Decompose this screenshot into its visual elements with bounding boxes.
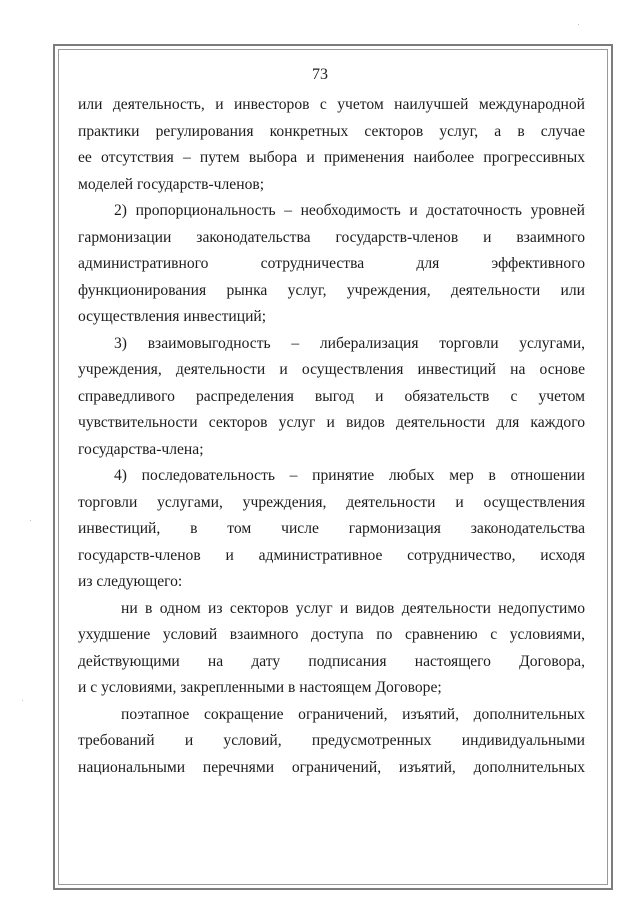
text-line: 3) взаимовыгодность – либерализация торговли услугами, bbox=[114, 334, 585, 352]
paragraph bbox=[78, 92, 585, 198]
text-line: из следующего: bbox=[78, 573, 183, 590]
text-line: моделей государств-членов; bbox=[78, 175, 265, 193]
text-line: или деятельность, и инвесторов с учетом наилучшей международной bbox=[78, 96, 585, 113]
paragraph bbox=[78, 198, 585, 331]
text-line: ни в одном из секторов услуг и видов деятельности недопустимо bbox=[121, 599, 585, 617]
text-line: требований и условий, предусмотренных индивидуальными bbox=[78, 732, 585, 749]
paragraph bbox=[78, 596, 585, 702]
scan-artifact bbox=[30, 520, 31, 521]
text-line: ее отсутствия – путем выбора и применения наиболее прогрессивных bbox=[78, 149, 585, 166]
text-line: административного сотрудничества для эффективного bbox=[78, 255, 585, 272]
document-body bbox=[78, 92, 585, 781]
text-line: 4) последовательность – принятие любых мер в отношении bbox=[114, 467, 585, 484]
paragraph bbox=[78, 331, 585, 464]
text-line: государства-члена; bbox=[78, 440, 204, 458]
scan-artifact bbox=[22, 700, 23, 701]
text-line: национальными перечнями ограничений, изъятий, дополнительных bbox=[78, 758, 585, 776]
text-line: осуществления инвестиций; bbox=[78, 308, 267, 325]
text-line: поэтапное сокращение ограничений, изъятий, дополнительных bbox=[121, 705, 585, 723]
text-line: чувствительности секторов услуг и видов деятельности для каждого bbox=[78, 414, 585, 431]
text-line: государств-членов и административное сотрудничество, исходя bbox=[78, 546, 585, 564]
paragraph bbox=[78, 463, 585, 596]
text-line: 2) пропорциональность – необходимость и достаточность уровней bbox=[114, 202, 585, 219]
text-line: практики регулирования конкретных секторов услуг, а в случае bbox=[78, 122, 585, 140]
text-line: действующими на дату подписания настоящего Договора, bbox=[78, 652, 585, 670]
scan-artifact bbox=[578, 24, 579, 25]
text-line: функционирования рынка услуг, учреждения, деятельности или bbox=[78, 281, 585, 299]
text-line: гармонизации законодательства государств-членов и взаимного bbox=[78, 228, 585, 246]
page-number: 73 bbox=[312, 66, 328, 83]
text-line: ухудшение условий взаимного доступа по сравнению с условиями, bbox=[78, 626, 585, 643]
text-line: учреждения, деятельности и осуществления инвестиций на основе bbox=[78, 361, 585, 378]
text-line: справедливого распределения выгод и обязательств с учетом bbox=[78, 387, 585, 405]
text-line: и с условиями, закрепленными в настоящем Договоре; bbox=[78, 679, 442, 696]
text-line: торговли услугами, учреждения, деятельности и осуществления bbox=[78, 493, 585, 511]
text-line: инвестиций, в том числе гармонизация законодательства bbox=[78, 520, 585, 537]
paragraph bbox=[78, 702, 585, 782]
